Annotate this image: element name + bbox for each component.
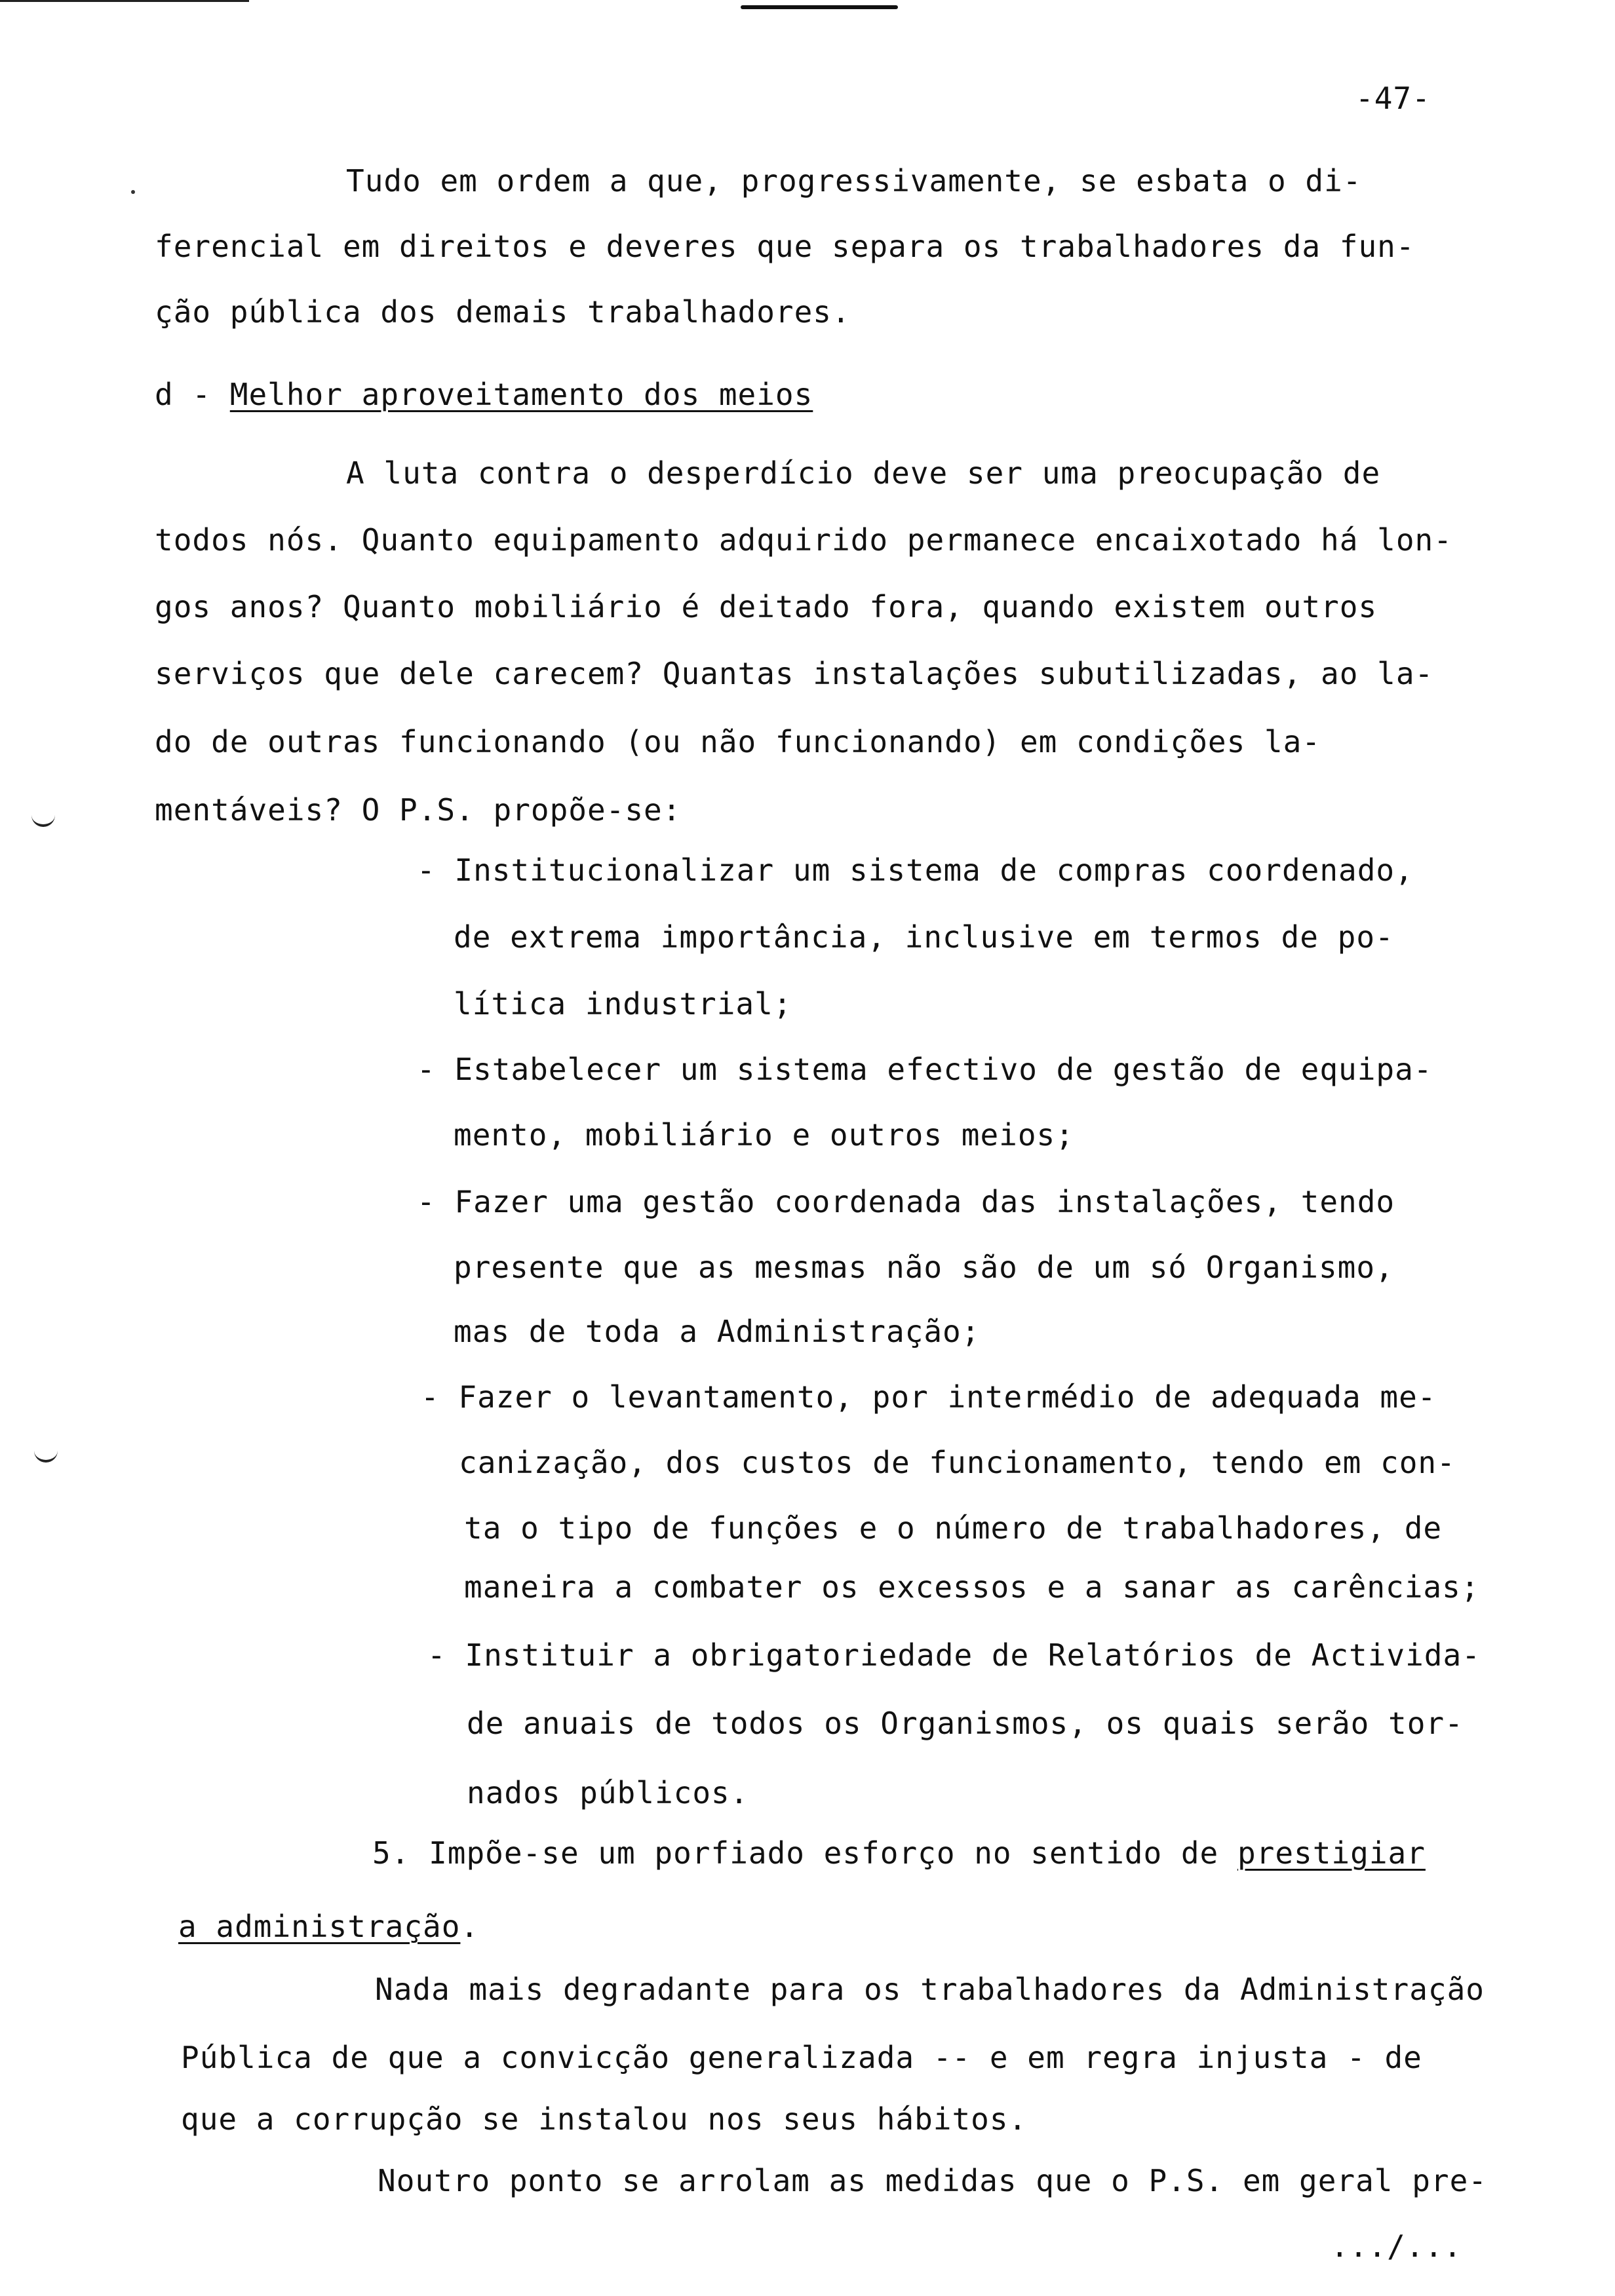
bullet5-line1: - Instituir a obrigatoriedade de Relatórios de Activida- <box>427 1637 1481 1673</box>
bullet4-line3: ta o tipo de funções e o número de trabalhadores, de <box>464 1510 1443 1546</box>
para3-line1: Nada mais degradante para os trabalhadores da Administração <box>375 1972 1485 2007</box>
para4-line1: Noutro ponto se arrolam as medidas que o P.S. em geral pre- <box>378 2163 1487 2198</box>
point5-underlined-1: prestigiar <box>1237 1835 1426 1871</box>
continuation-mark: .../... <box>1331 2229 1462 2264</box>
bullet5-line3: nados públicos. <box>467 1775 749 1810</box>
bullet1-line1: - Institucionalizar um sistema de compras coordenado, <box>417 852 1414 888</box>
bullet2-line2: mento, mobiliário e outros meios; <box>454 1117 1074 1153</box>
para2-line3: gos anos? Quanto mobiliário é deitado fora, quando existem outros <box>155 589 1378 624</box>
bullet1-line3: lítica industrial; <box>454 986 792 1022</box>
speck-mark <box>131 190 135 194</box>
para2-line1: A luta contra o desperdício deve ser uma preocupação de <box>346 455 1381 491</box>
para1-line3: ção pública dos demais trabalhadores. <box>155 294 851 330</box>
point5-line2 <box>178 1908 479 1945</box>
point5-line1 <box>372 1835 1426 1871</box>
bullet4-line1: - Fazer o levantamento, por intermédio de adequada me- <box>421 1379 1437 1415</box>
para2-line4: serviços que dele carecem? Quantas instalações subutilizadas, ao la- <box>155 656 1434 691</box>
para2-line2: todos nós. Quanto equipamento adquirido permanece encaixotado há lon- <box>155 522 1452 558</box>
point5-end: . <box>460 1909 480 1944</box>
bullet5-line2: de anuais de todos os Organismos, os quais serão tor- <box>467 1706 1464 1741</box>
top-left-rule <box>0 0 249 2</box>
binding-mark-lower <box>34 1448 58 1463</box>
bullet3-line1: - Fazer uma gestão coordenada das instalações, tendo <box>417 1184 1395 1219</box>
bullet2-line1: - Estabelecer um sistema efectivo de gestão de equipa- <box>417 1052 1433 1087</box>
bullet3-line2: presente que as mesmas não são de um só Organismo, <box>454 1250 1394 1285</box>
section-d-heading <box>155 376 813 413</box>
section-d-letter: d - <box>155 377 230 412</box>
point5-underlined-2: a administração <box>178 1909 461 1944</box>
para2-line5: do de outras funcionando (ou não funcionando) em condições la- <box>155 724 1321 759</box>
bullet3-line3: mas de toda a Administração; <box>454 1314 981 1349</box>
bullet1-line2: de extrema importância, inclusive em termos de po- <box>454 919 1394 955</box>
section-d-title: Melhor aproveitamento dos meios <box>229 377 813 412</box>
page-number: -47- <box>1355 81 1431 116</box>
bullet4-line2: canização, dos custos de funcionamento, tendo em con- <box>459 1445 1456 1480</box>
binding-mark-upper <box>31 813 55 827</box>
para1-line1: Tudo em ordem a que, progressivamente, se esbata o di- <box>346 163 1362 199</box>
para2-line6: mentáveis? O P.S. propõe-se: <box>155 792 682 828</box>
bullet4-line4: maneira a combater os excessos e a sanar as carências; <box>464 1569 1480 1605</box>
point5-lead: 5. Impõe-se um porfiado esforço no sentido de <box>372 1835 1237 1871</box>
para3-line3: que a corrupção se instalou nos seus hábitos. <box>181 2101 1028 2137</box>
para3-line2: Pública de que a convicção generalizada -- e em regra injusta - de <box>181 2040 1422 2075</box>
para1-line2: ferencial em direitos e deveres que separa os trabalhadores da fun- <box>155 229 1415 264</box>
top-center-rule <box>741 5 898 9</box>
